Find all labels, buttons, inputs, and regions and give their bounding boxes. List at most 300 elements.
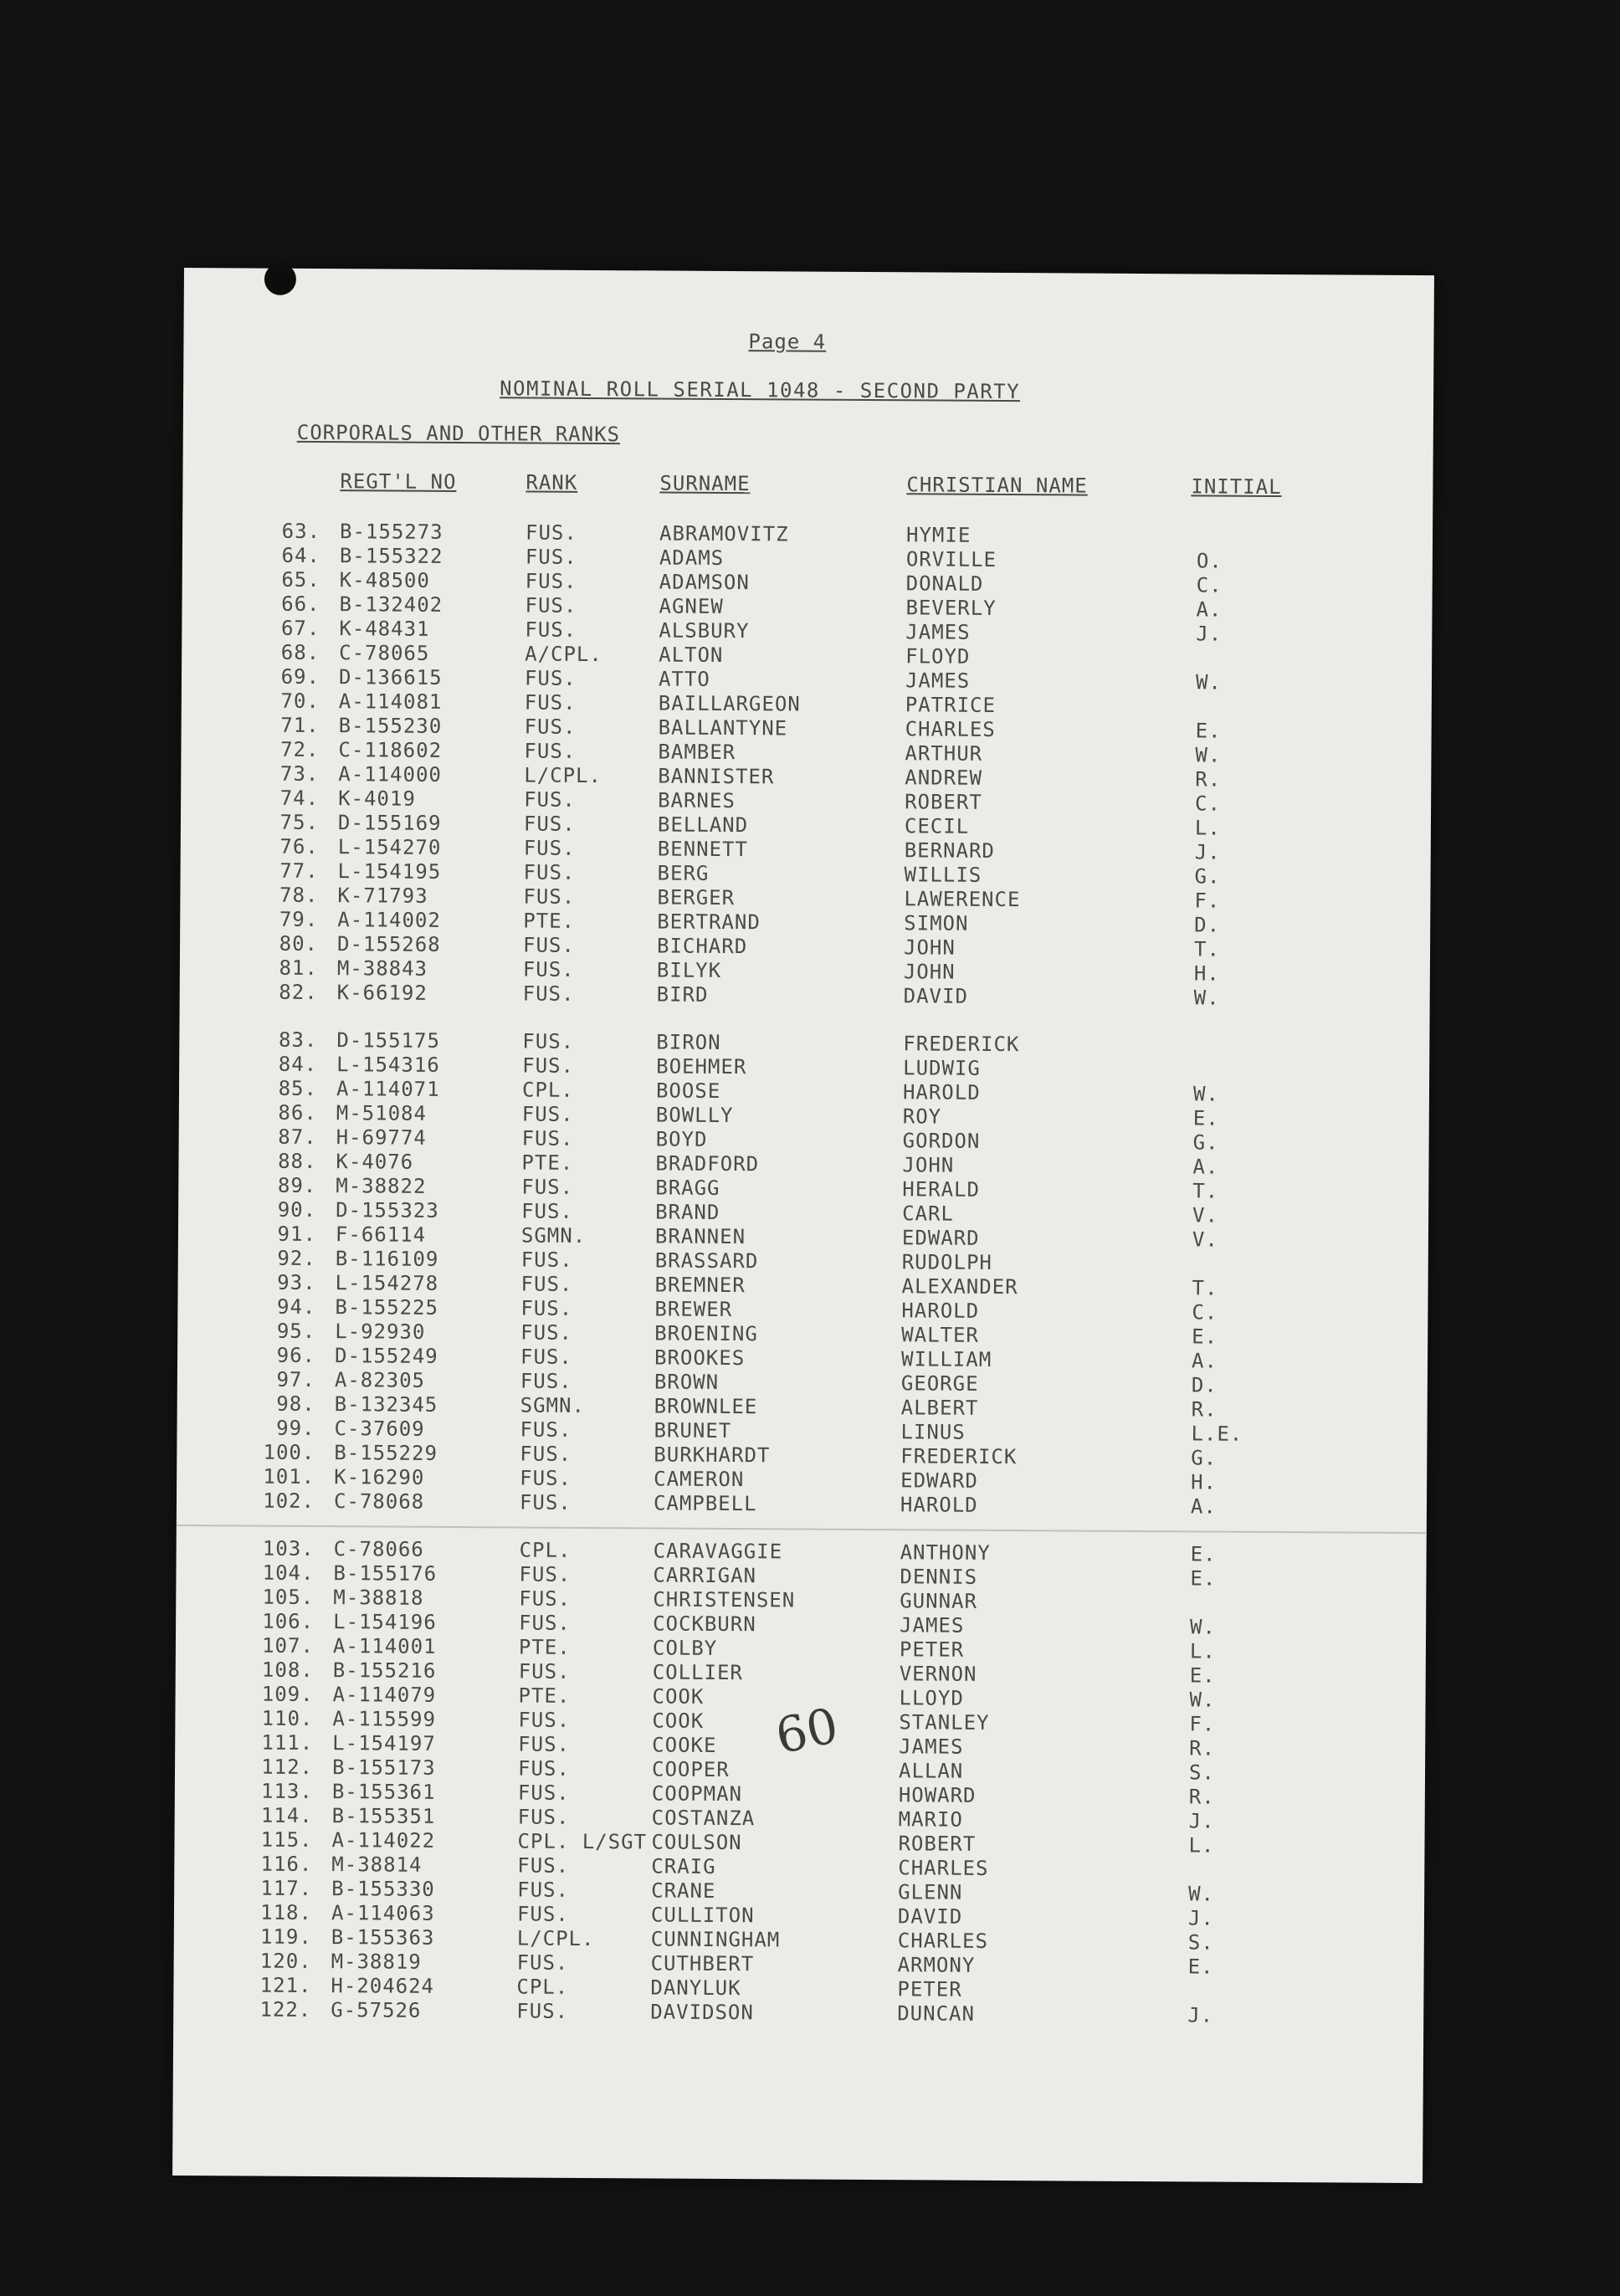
surname: BIRD: [656, 982, 709, 1007]
regt-no: K-4019: [338, 787, 416, 811]
regt-no: B-155216: [332, 1658, 437, 1683]
regt-no: B-155322: [339, 544, 443, 568]
surname: BOOSE: [655, 1079, 721, 1103]
christian-name: ROBERT: [905, 790, 982, 814]
christian-name: DUNCAN: [897, 2001, 976, 2026]
surname: ATTO: [658, 667, 710, 691]
rank: FUS.: [517, 1878, 570, 1902]
regt-no: H-69774: [336, 1125, 427, 1150]
row-number: 100.: [263, 1440, 315, 1464]
row-number: 113.: [260, 1779, 313, 1803]
christian-name: ALEXANDER: [901, 1274, 1018, 1299]
rank: FUS.: [525, 545, 577, 569]
initial: W.: [1195, 670, 1222, 694]
row-number: 64.: [281, 543, 320, 568]
christian-name: HAROLD: [900, 1493, 978, 1517]
row-number: 63.: [281, 519, 321, 544]
initial: J.: [1187, 2003, 1214, 2027]
surname: BOYD: [655, 1127, 708, 1151]
rank: PTE.: [518, 1635, 571, 1659]
row-number: 86.: [278, 1100, 317, 1125]
regt-no: B-155273: [339, 520, 443, 544]
initial: L.: [1194, 816, 1221, 840]
regt-no: M-38818: [333, 1586, 424, 1610]
surname: ALSBURY: [659, 618, 750, 643]
rank: FUS.: [519, 1611, 571, 1635]
rank: CPL.: [516, 1975, 569, 1999]
christian-name: HAROLD: [902, 1080, 981, 1104]
rank: FUS.: [517, 1781, 570, 1805]
surname: BERG: [657, 861, 710, 885]
christian-name: ANTHONY: [900, 1540, 991, 1565]
rank: FUS.: [520, 1417, 572, 1442]
initial: C.: [1192, 1300, 1218, 1325]
surname: BAMBER: [658, 740, 736, 765]
regt-no: D-155323: [336, 1198, 439, 1222]
surname: BRADFORD: [655, 1151, 760, 1176]
column-header-initial: INITIAL: [1191, 474, 1282, 500]
rank: FUS.: [520, 1296, 573, 1320]
surname: CRANE: [651, 1878, 716, 1903]
row-number: 82.: [279, 980, 318, 1004]
christian-name: ORVILLE: [905, 547, 997, 571]
rank: FUS.: [519, 1490, 572, 1514]
row-number: 94.: [276, 1294, 316, 1319]
rank: FUS.: [522, 981, 575, 1006]
initial: E.: [1187, 1955, 1214, 1979]
regt-no: G-57526: [331, 1998, 422, 2022]
rank: FUS.: [516, 1999, 569, 2023]
initial: J.: [1188, 1809, 1215, 1833]
initial: D.: [1191, 1373, 1218, 1397]
surname: COOPER: [651, 1757, 730, 1782]
christian-name: ARMONY: [897, 1953, 976, 1977]
row-number: 76.: [279, 834, 319, 858]
regt-no: D-155249: [334, 1344, 438, 1368]
regt-no: M-38843: [336, 956, 428, 981]
surname: COOPMAN: [651, 1781, 743, 1807]
christian-name: HOWARD: [898, 1783, 977, 1807]
row-number: 120.: [259, 1949, 312, 1973]
rank: FUS.: [522, 933, 575, 957]
regt-no: B-155173: [331, 1755, 436, 1780]
surname: BANNISTER: [658, 764, 775, 789]
christian-name: JAMES: [905, 669, 971, 693]
regt-no: L-154196: [333, 1610, 437, 1634]
regt-no: M-38819: [331, 1950, 422, 1974]
surname: COLBY: [652, 1636, 718, 1660]
initial: E.: [1192, 1106, 1219, 1130]
surname: BOEHMER: [656, 1054, 747, 1079]
regt-no: L-154195: [337, 859, 442, 884]
initial: A.: [1190, 1494, 1217, 1519]
row-number: 71.: [280, 713, 320, 737]
regt-no: K-66192: [336, 981, 428, 1005]
row-number: 65.: [281, 567, 320, 592]
christian-name: LAWERENCE: [904, 887, 1021, 912]
rank: FUS.: [518, 1732, 571, 1756]
christian-name: PETER: [897, 1977, 962, 2001]
surname: BALLANTYNE: [658, 715, 788, 741]
rank: FUS.: [516, 1902, 569, 1926]
rank: FUS.: [520, 1345, 572, 1369]
row-number: 119.: [259, 1924, 312, 1949]
rank: FUS.: [525, 520, 577, 545]
rank: FUS.: [524, 666, 577, 690]
initial: A.: [1191, 1349, 1218, 1373]
surname: BROWNLEE: [654, 1394, 758, 1419]
rank: FUS.: [520, 1466, 572, 1490]
row-number: 92.: [277, 1246, 316, 1270]
initial: A.: [1196, 597, 1223, 622]
row-number: 114.: [260, 1803, 313, 1827]
initial: A.: [1192, 1155, 1219, 1179]
rank: FUS.: [518, 1659, 571, 1684]
regt-no: H-204624: [331, 1974, 435, 1998]
initial: J.: [1194, 840, 1221, 864]
surname: BRUNET: [654, 1418, 732, 1443]
initial: T.: [1192, 1179, 1219, 1203]
row-number: 99.: [276, 1416, 315, 1440]
christian-name: LUDWIG: [903, 1056, 981, 1080]
row-number: 81.: [279, 956, 318, 980]
surname: BARNES: [658, 788, 736, 813]
regt-no: B-155176: [333, 1561, 438, 1586]
surname: COLLIER: [652, 1660, 743, 1685]
rank: FUS.: [524, 690, 577, 715]
initial: G.: [1194, 864, 1221, 889]
regt-no: L-154278: [335, 1271, 439, 1295]
rank: FUS.: [523, 836, 576, 860]
christian-name: RUDOLPH: [901, 1250, 992, 1274]
initial: C.: [1195, 792, 1222, 816]
row-number: 93.: [277, 1270, 316, 1294]
christian-name: CHARLES: [897, 1929, 989, 1953]
regt-no: C-78068: [333, 1489, 425, 1514]
surname: BRAND: [655, 1200, 720, 1224]
rank: FUS.: [522, 1053, 575, 1078]
christian-name: FREDERICK: [903, 1032, 1020, 1057]
row-number: 97.: [276, 1367, 315, 1391]
regt-no: B-155330: [331, 1877, 435, 1901]
regt-no: M-38822: [336, 1174, 427, 1198]
christian-name: ALBERT: [900, 1396, 979, 1420]
initial: W.: [1193, 986, 1220, 1010]
rank: FUS.: [517, 1756, 570, 1781]
regt-no: C-118602: [338, 738, 443, 762]
surname: ABRAMOVITZ: [659, 521, 789, 546]
surname: COCKBURN: [653, 1612, 756, 1637]
christian-name: VERNON: [899, 1662, 977, 1686]
rank: PTE.: [523, 909, 576, 933]
rank: L/CPL.: [516, 1926, 595, 1951]
regt-no: L-154316: [336, 1053, 440, 1077]
rank: FUS.: [522, 957, 575, 981]
handwritten-total: 60: [771, 1696, 843, 1766]
rank: FUS.: [517, 1853, 570, 1878]
regt-no: L-92930: [335, 1320, 426, 1344]
surname: COULSON: [651, 1830, 742, 1855]
surname: ADAMSON: [659, 570, 750, 595]
rank: CPL.: [521, 1078, 574, 1102]
rank: FUS.: [523, 884, 576, 909]
regt-no: B-132345: [334, 1392, 438, 1417]
surname: BROENING: [654, 1321, 758, 1346]
christian-name: JAMES: [899, 1735, 964, 1759]
regt-no: B-116109: [335, 1247, 439, 1271]
row-number: 104.: [262, 1561, 315, 1585]
rank: CPL. L/SGT: [517, 1829, 648, 1854]
christian-name: ROY: [902, 1104, 942, 1129]
row-number: 77.: [279, 858, 319, 883]
surname: COSTANZA: [651, 1806, 756, 1831]
christian-name: JOHN: [903, 960, 956, 984]
section-heading: CORPORALS AND OTHER RANKS: [296, 420, 621, 447]
rank: FUS.: [520, 1320, 573, 1345]
surname: COOKE: [652, 1733, 717, 1757]
initial: S.: [1187, 1930, 1214, 1955]
christian-name: EDWARD: [901, 1226, 980, 1250]
document-page: [172, 268, 1434, 2183]
regt-no: M-38814: [331, 1853, 423, 1877]
initial: D.: [1194, 913, 1221, 937]
row-number: 103.: [262, 1536, 315, 1561]
rank: FUS.: [521, 1102, 574, 1126]
christian-name: GLENN: [898, 1880, 963, 1904]
christian-name: WILLIAM: [900, 1347, 992, 1371]
initial: W.: [1188, 1882, 1215, 1906]
regt-no: A-114001: [332, 1634, 437, 1658]
regt-no: K-16290: [334, 1465, 425, 1489]
christian-name: LINUS: [900, 1420, 966, 1444]
regt-no: A-114000: [338, 762, 442, 787]
rank: FUS.: [519, 1562, 572, 1586]
christian-name: PATRICE: [905, 693, 997, 717]
initial: O.: [1196, 549, 1223, 573]
surname: CRAIG: [651, 1854, 716, 1878]
column-header-regt-no: REGT'L NO: [340, 469, 457, 494]
rank: FUS.: [521, 1199, 574, 1223]
regt-no: B-132402: [339, 592, 443, 617]
regt-no: M-51084: [336, 1101, 428, 1125]
rank: FUS.: [523, 812, 576, 836]
christian-name: JOHN: [902, 1153, 955, 1177]
surname: BREWER: [654, 1297, 733, 1322]
christian-name: MARIO: [898, 1807, 964, 1832]
initial: L.: [1189, 1639, 1216, 1663]
row-number: 122.: [259, 1997, 312, 2022]
initial: S.: [1188, 1760, 1216, 1785]
initial: V.: [1192, 1227, 1218, 1252]
initial: W.: [1189, 1688, 1216, 1712]
christian-name: DAVID: [903, 984, 969, 1008]
regt-no: A-114022: [331, 1828, 436, 1853]
christian-name: GEORGE: [900, 1371, 979, 1396]
row-number: 117.: [260, 1876, 313, 1900]
surname: BRASSARD: [654, 1248, 759, 1274]
regt-no: L-154197: [332, 1731, 436, 1755]
christian-name: WILLIS: [904, 863, 982, 887]
surname: BIRON: [656, 1030, 721, 1054]
rank: FUS.: [524, 739, 577, 763]
surname: CAMERON: [654, 1467, 745, 1492]
christian-name: CECIL: [904, 814, 970, 838]
row-number: 79.: [279, 907, 319, 931]
initial: C.: [1196, 573, 1223, 597]
surname: CARAVAGGIE: [653, 1539, 783, 1564]
regt-no: B-155230: [338, 714, 443, 738]
christian-name: CARL: [902, 1202, 954, 1226]
row-number: 110.: [261, 1706, 314, 1730]
surname: CHRISTENSEN: [653, 1587, 796, 1612]
initial: R.: [1195, 767, 1222, 792]
row-number: 106.: [262, 1609, 315, 1633]
christian-name: GORDON: [902, 1129, 981, 1153]
initial: J.: [1187, 1906, 1214, 1930]
rank: FUS.: [520, 1442, 572, 1466]
initial: E.: [1195, 719, 1222, 743]
initial: G.: [1192, 1130, 1219, 1155]
punch-hole: [264, 264, 296, 295]
rank: FUS.: [523, 860, 576, 884]
row-number: 95.: [276, 1319, 316, 1343]
christian-name: FREDERICK: [900, 1444, 1018, 1469]
christian-name: BERNARD: [904, 838, 996, 863]
regt-no: D-155169: [337, 811, 442, 835]
initial: E.: [1190, 1566, 1217, 1591]
row-number: 91.: [277, 1222, 317, 1246]
initial: T.: [1192, 1276, 1218, 1300]
regt-no: C-37609: [334, 1417, 425, 1441]
row-number: 90.: [277, 1197, 317, 1222]
surname: BAILLARGEON: [658, 691, 801, 716]
regt-no: K-4076: [336, 1150, 414, 1174]
regt-no: A-114071: [336, 1077, 440, 1101]
initial: J.: [1196, 622, 1223, 646]
surname: BERGER: [657, 885, 736, 910]
rank: FUS.: [518, 1708, 571, 1732]
regt-no: B-155351: [331, 1804, 436, 1828]
row-number: 84.: [278, 1052, 318, 1076]
rank: FUS.: [522, 1029, 575, 1053]
initial: F.: [1194, 889, 1221, 913]
regt-no: A-114081: [338, 689, 443, 714]
christian-name: DENNIS: [900, 1565, 978, 1589]
row-number: 111.: [261, 1730, 314, 1755]
row-number: 98.: [276, 1391, 315, 1416]
row-number: 118.: [260, 1900, 313, 1924]
christian-name: JAMES: [900, 1613, 965, 1637]
regt-no: A-114063: [331, 1901, 435, 1925]
surname: ADAMS: [659, 546, 725, 570]
regt-no: D-155268: [336, 932, 441, 956]
regt-no: A-82305: [334, 1368, 426, 1392]
initial: L.: [1188, 1833, 1215, 1858]
row-number: 80.: [279, 931, 319, 956]
initial: H.: [1191, 1470, 1218, 1494]
christian-name: SIMON: [904, 911, 969, 935]
row-number: 102.: [263, 1489, 315, 1513]
column-header-surname: SURNAME: [659, 471, 751, 496]
surname: CUNNINGHAM: [650, 1927, 781, 1952]
column-header-rank: RANK: [525, 470, 578, 495]
row-number: 107.: [262, 1633, 315, 1658]
initial: W.: [1192, 1082, 1219, 1106]
christian-name: ARTHUR: [905, 741, 983, 766]
column-header-christian-name: CHRISTIAN NAME: [906, 473, 1088, 498]
initial: R.: [1189, 1736, 1216, 1760]
surname: COOK: [652, 1684, 705, 1709]
christian-name: LLOYD: [899, 1686, 964, 1710]
initial: T.: [1193, 937, 1221, 961]
row-number: 87.: [278, 1125, 317, 1149]
christian-name: PETER: [899, 1637, 965, 1662]
surname: DAVIDSON: [650, 2000, 754, 2025]
regt-no: C-78066: [333, 1537, 424, 1561]
regt-no: A-114002: [337, 908, 441, 932]
regt-no: K-71793: [337, 884, 428, 908]
christian-name: EDWARD: [900, 1468, 978, 1493]
row-number: 88.: [278, 1149, 317, 1173]
row-number: 72.: [280, 737, 320, 761]
regt-no: K-48500: [339, 568, 430, 592]
regt-no: A-114079: [332, 1683, 437, 1707]
surname: BICHARD: [656, 934, 748, 959]
rank: FUS.: [521, 1175, 574, 1199]
christian-name: DONALD: [905, 571, 984, 596]
regt-no: A-115599: [332, 1707, 437, 1731]
surname: CAMPBELL: [653, 1491, 757, 1516]
christian-name: FLOYD: [905, 644, 971, 669]
row-number: 108.: [261, 1658, 314, 1682]
christian-name: GUNNAR: [900, 1589, 978, 1613]
row-number: 121.: [259, 1973, 312, 1997]
row-number: 66.: [281, 592, 320, 617]
document-title: NOMINAL ROLL SERIAL 1048 - SECOND PARTY: [500, 377, 1021, 404]
row-number: 89.: [277, 1173, 317, 1197]
rank: SGMN.: [520, 1223, 587, 1248]
rank: FUS.: [520, 1369, 572, 1393]
initial: E.: [1192, 1325, 1218, 1349]
regt-no: B-155229: [334, 1441, 438, 1465]
christian-name: JAMES: [905, 620, 971, 644]
row-number: 115.: [260, 1827, 313, 1852]
surname: COOK: [652, 1709, 705, 1733]
rank: FUS.: [524, 715, 577, 739]
row-number: 112.: [261, 1755, 314, 1779]
row-number: 67.: [280, 616, 320, 640]
row-number: 78.: [279, 883, 319, 907]
christian-name: CHARLES: [898, 1856, 989, 1880]
christian-name: HAROLD: [901, 1299, 980, 1323]
rank: FUS.: [525, 569, 577, 593]
nominal-roll-list: [173, 519, 1433, 2029]
rank: FUS.: [520, 1248, 573, 1272]
christian-name: HERALD: [902, 1177, 981, 1202]
rank: CPL.: [519, 1538, 572, 1562]
rank: FUS.: [517, 1805, 570, 1829]
rank: FUS.: [519, 1586, 572, 1611]
row-number: 85.: [278, 1076, 318, 1100]
row-number: 116.: [260, 1852, 313, 1876]
regt-no: B-155363: [331, 1925, 435, 1950]
initial: R.: [1188, 1785, 1215, 1809]
rank: A/CPL.: [525, 642, 602, 667]
surname: CULLITON: [650, 1903, 755, 1928]
rank: FUS.: [520, 1272, 573, 1296]
row-number: 83.: [278, 1028, 318, 1052]
row-number: 105.: [262, 1585, 315, 1609]
